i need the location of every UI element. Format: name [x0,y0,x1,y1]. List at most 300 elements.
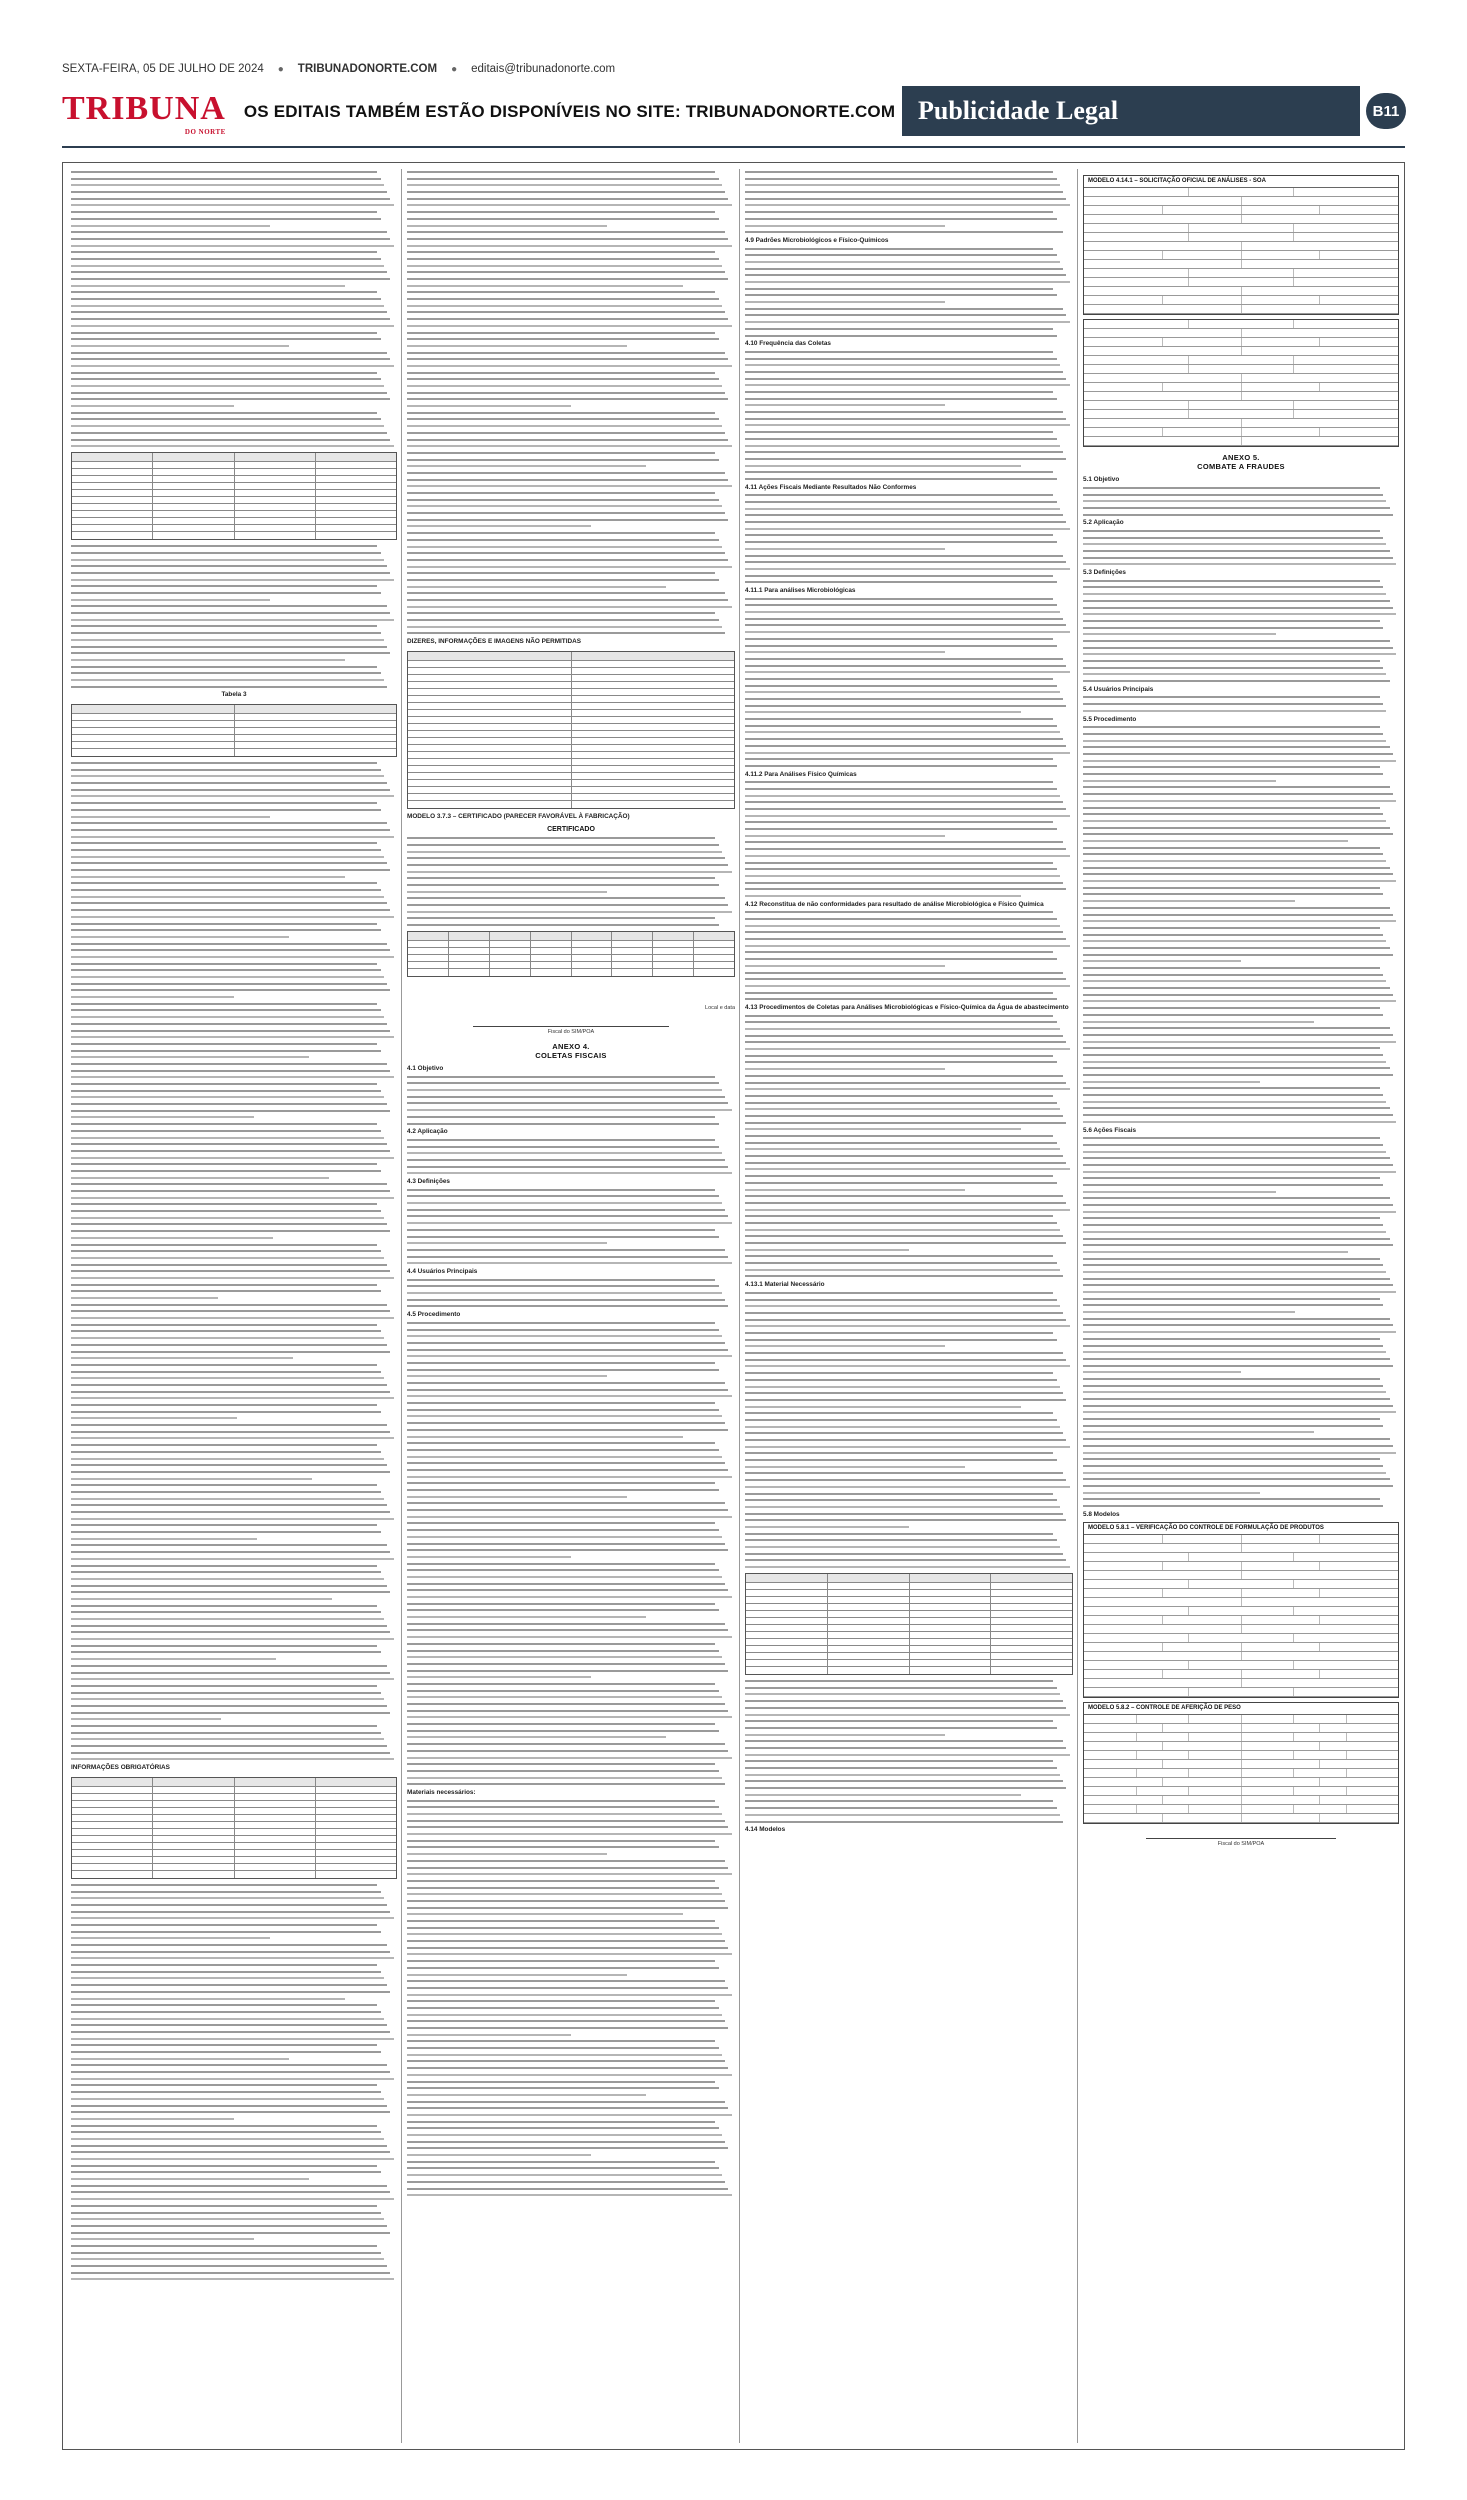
text-line [407,1813,722,1815]
text-line [745,478,1057,480]
text-line [71,1678,394,1680]
text-line [745,1513,1063,1515]
text-line [407,311,725,313]
text-line [745,1446,1070,1448]
table-cell [316,483,396,489]
text-line [1083,820,1386,822]
text-line [71,1103,387,1105]
text-line [407,871,732,873]
table-cell [910,1597,992,1603]
table-cell [235,511,316,517]
text-line [745,604,1057,606]
text-line [407,924,719,926]
text-line [745,1269,1060,1271]
form-field [1242,215,1399,223]
text-line [71,191,387,193]
text-line [407,2174,722,2176]
text-line [71,325,394,327]
text-line [407,1907,728,1909]
text-line [71,1591,390,1593]
text-line [1083,1074,1393,1076]
table-cell [490,941,531,947]
table-row [72,1815,396,1822]
text-line [745,938,1066,940]
text-line [745,645,1057,647]
text-line [407,1770,719,1772]
form-field [1084,1733,1137,1741]
form-field [1084,242,1242,250]
body-text-block [71,762,397,1760]
text-line [407,2107,728,2109]
table-cell [316,1815,396,1821]
table-cell [235,525,316,531]
table-cell [910,1639,992,1645]
text-line [71,1170,381,1172]
table-row [72,705,396,714]
text-line [745,725,1057,727]
form-field [1320,1814,1398,1822]
annex-subtitle: COLETAS FISCAIS [535,1051,607,1061]
text-line [71,2218,384,2220]
text-line [745,384,1070,386]
text-line [407,525,591,527]
text-line [1083,1431,1314,1433]
form-field [1294,1607,1398,1615]
text-line [745,965,945,967]
labeling-table [407,651,735,809]
table-cell [653,948,694,954]
text-line [407,1716,732,1718]
text-line [407,1806,719,1808]
text-line [71,612,390,614]
text-line [1083,807,1380,809]
text-line [407,1893,722,1895]
text-line [1083,726,1380,728]
form-field [1320,1742,1398,1750]
text-line [407,2127,719,2129]
text-line [71,392,387,394]
text-line [71,1043,377,1045]
body-text-block [1083,696,1399,711]
table-cell [653,962,694,968]
form-row [1084,287,1398,296]
table-cell [572,941,613,947]
table-cell [572,773,735,779]
text-line [407,626,722,628]
text-line [1083,537,1383,539]
text-line [745,671,1070,673]
form-field [1084,374,1242,382]
text-line [1083,696,1380,698]
text-line [407,1516,732,1518]
text-line [1083,940,1386,942]
form-field [1084,215,1242,223]
table-row [746,1583,1072,1590]
text-line [407,198,728,200]
table-cell [572,710,735,716]
text-line [407,1489,719,1491]
text-line [745,868,1057,870]
form-row [1084,1589,1398,1598]
text-line [745,698,1063,700]
text-line [407,1913,683,1915]
form-field [1242,1679,1399,1687]
table-cell [612,969,653,976]
text-line [71,1931,381,1933]
text-line [71,1971,381,1973]
table-cell [828,1597,910,1603]
text-line [71,1605,377,1607]
table-row [72,453,396,462]
form-field [1189,1607,1294,1615]
text-line [745,875,1060,877]
text-line [407,352,725,354]
text-line [71,1110,390,1112]
text-line [407,372,715,374]
text-line [745,1339,1057,1341]
table-cell [828,1625,910,1631]
table-cell [235,532,316,539]
table-row [746,1639,1072,1646]
site-link[interactable]: TRIBUNADONORTE.COM [297,63,438,75]
text-line [71,916,394,918]
text-line [1083,987,1390,989]
table-cell [153,532,234,539]
text-line [1083,773,1383,775]
form-field [1294,269,1398,277]
text-line [71,1957,394,1959]
text-line [407,1292,722,1294]
text-line [71,989,390,991]
text-line [745,1546,1060,1548]
text-line [1083,974,1383,976]
text-line [407,278,728,280]
table-cell [449,962,490,968]
text-line [407,432,725,434]
text-line [745,521,1066,523]
text-line [1083,607,1393,609]
table-cell [316,453,396,461]
text-line [1083,1385,1383,1387]
table-cell [991,1574,1072,1582]
text-line [407,1496,627,1498]
text-line [407,1429,728,1431]
text-line [407,2121,715,2123]
form-field [1294,1661,1398,1669]
soa-form [1083,175,1399,315]
soa-form-copy [1083,319,1399,447]
text-line [407,1683,715,1685]
table-cell [746,1625,828,1631]
table-row [408,766,734,773]
table-cell [153,1829,234,1835]
body-text-block [407,1279,735,1308]
table-row [408,969,734,976]
body-text-block [407,171,735,634]
email-link[interactable]: editais@tribunadonorte.com [471,63,616,75]
table-row [408,794,734,801]
text-line [407,1159,725,1161]
text-line [71,545,377,547]
table-row [408,652,734,661]
text-line [745,651,945,653]
form-field [1084,383,1163,391]
table-cell [72,742,235,748]
form-field [1084,269,1189,277]
text-line [745,1305,1060,1307]
text-line [1083,967,1380,969]
table-cell [72,497,153,503]
text-line [745,758,1053,760]
text-line [71,585,377,587]
text-line [407,218,719,220]
text-line [745,1148,1060,1150]
table-cell [235,1808,316,1814]
text-line [71,836,394,838]
text-line [745,1439,1066,1441]
body-text-block [1083,580,1399,682]
text-line [71,1651,381,1653]
text-line [745,1142,1057,1144]
text-line [745,1754,1070,1756]
table-cell [531,932,572,940]
form-field [1163,1562,1242,1570]
text-line [71,2178,309,2180]
text-line [745,855,1070,857]
text-line [1083,1338,1380,1340]
text-line [71,2018,384,2020]
body-text-block [745,171,1073,233]
table-cell [153,469,234,475]
text-line [407,472,725,474]
editais-notice: OS EDITAIS TAMBÉM ESTÃO DISPONÍVEIS NO SITE: TRIBUNADONORTE.COM [243,102,896,121]
section-heading: 5.4 Usuários Principais [1083,685,1154,693]
text-line [407,1076,715,1078]
form-field [1320,338,1398,346]
text-line [1083,1324,1393,1326]
text-line [1083,934,1383,936]
text-line [745,1122,1066,1124]
section-heading: 4.2 Aplicação [407,1128,448,1136]
text-line [407,485,732,487]
table-cell [828,1583,910,1589]
table-cell [490,955,531,961]
text-line [745,1021,1057,1023]
form-row [1084,1724,1398,1733]
text-line [407,1382,725,1384]
text-line [407,1102,728,1104]
text-line [1083,1304,1383,1306]
form-field [1294,1751,1347,1759]
text-line [71,225,270,227]
text-line [1083,1425,1383,1427]
section-heading: 4.13.1 Material Necessário [745,1281,825,1289]
body-text-block [745,1292,1073,1568]
form-title: MODELO 5.8.1 – VERIFICAÇÃO DO CONTROLE DE FORMULAÇÃO DE PRODUTOS [1084,1523,1398,1535]
text-line [407,378,719,380]
table-row [408,703,734,710]
form-field [1163,296,1242,304]
form-field [1189,1733,1242,1741]
text-line [407,1800,715,1802]
text-line [745,1102,1057,1104]
form-field [1242,1562,1321,1570]
text-line [745,1095,1053,1097]
text-line [71,1290,381,1292]
form-row [1084,1670,1398,1679]
form-row [1084,419,1398,428]
section-heading: 5.2 Aplicação [1083,519,1124,527]
form-field [1242,428,1321,436]
table-cell [153,525,234,531]
table-row [746,1667,1072,1674]
body-text-block [407,1322,735,1785]
table-cell [72,1864,153,1870]
table-cell [72,1808,153,1814]
form-field [1320,1616,1398,1624]
text-line [745,274,1066,276]
text-line [407,1449,719,1451]
text-line [745,1359,1066,1361]
text-line [71,398,390,400]
text-line [71,2272,390,2274]
form-field [1320,383,1398,391]
text-line [745,1168,1070,1170]
form-row [1084,269,1398,278]
form-field [1084,1616,1163,1624]
text-line [1083,914,1393,916]
text-line [745,765,1057,767]
text-line [745,1088,1070,1090]
body-text-block [1083,1137,1399,1507]
text-line [407,1900,725,1902]
table-cell [572,696,735,702]
text-line [407,1703,725,1705]
table-row [408,780,734,787]
text-line [1083,786,1390,788]
text-line [71,1725,377,1727]
table-cell [572,932,613,940]
form-row [1084,305,1398,314]
text-line [407,1369,719,1371]
text-line [71,2011,381,2013]
table-row [72,511,396,518]
text-line [407,1933,722,1935]
text-line [407,1556,571,1558]
form-field [1294,401,1398,409]
text-line [407,1329,719,1331]
table-cell [408,969,449,976]
text-line [1083,1331,1396,1333]
text-line [1083,994,1393,996]
text-line [745,678,1053,680]
text-line [745,494,1053,496]
text-line [71,632,381,634]
text-line [1083,530,1380,532]
text-line [71,652,390,654]
text-line [745,248,1053,250]
form-field [1084,1742,1163,1750]
table-cell [72,1836,153,1842]
text-line [407,1583,725,1585]
form-field [1242,1643,1321,1651]
text-line [407,2101,725,2103]
text-line [1083,1191,1276,1193]
text-line [745,1028,1060,1030]
text-line [407,1402,715,1404]
text-line [745,1242,1066,1244]
text-line [71,1571,381,1573]
text-line [71,291,377,293]
form-field [1294,1553,1398,1561]
table-cell [153,1822,234,1828]
table-cell [746,1611,828,1617]
text-line [745,1135,1053,1137]
form-row [1084,233,1398,242]
text-line [745,745,1066,747]
table-cell [72,1822,153,1828]
text-line [407,851,722,853]
text-line [407,318,728,320]
table-cell [316,462,396,468]
table-cell [408,932,449,940]
table-cell [235,1794,316,1800]
text-line [1083,1371,1241,1373]
form-field [1163,1724,1242,1732]
form-field [1347,1751,1399,1759]
body-text-block [71,171,397,447]
form-row [1084,1562,1398,1571]
text-line [71,2024,387,2026]
text-line [745,1426,1060,1428]
table-cell [828,1604,910,1610]
form-field [1084,1571,1242,1579]
text-line [71,1618,384,1620]
text-line [745,1182,1057,1184]
text-line [745,1767,1057,1769]
table-cell [153,462,234,468]
text-line [745,611,1060,613]
text-line [745,211,1053,213]
text-line [71,418,381,420]
text-line [71,929,381,931]
text-line [745,1202,1066,1204]
table-row [408,717,734,724]
text-line [1083,633,1276,635]
text-line [745,268,1063,270]
text-line [407,2188,728,2190]
form-field [1242,1742,1321,1750]
text-line [71,1009,381,1011]
table-cell [408,752,572,758]
table-cell [653,932,694,940]
text-line [71,625,377,627]
table-cell [153,1801,234,1807]
text-line [745,882,1063,884]
text-line [745,1687,1057,1689]
form-row [1084,383,1398,392]
text-line [407,1189,715,1191]
text-line [407,1109,732,1111]
text-line [407,619,719,621]
text-line [1083,563,1396,565]
column-divider [739,169,740,2443]
table-row [72,749,396,756]
form-field [1242,1535,1321,1543]
form-field [1294,1787,1347,1795]
text-line [71,889,381,891]
text-line [71,1163,377,1165]
